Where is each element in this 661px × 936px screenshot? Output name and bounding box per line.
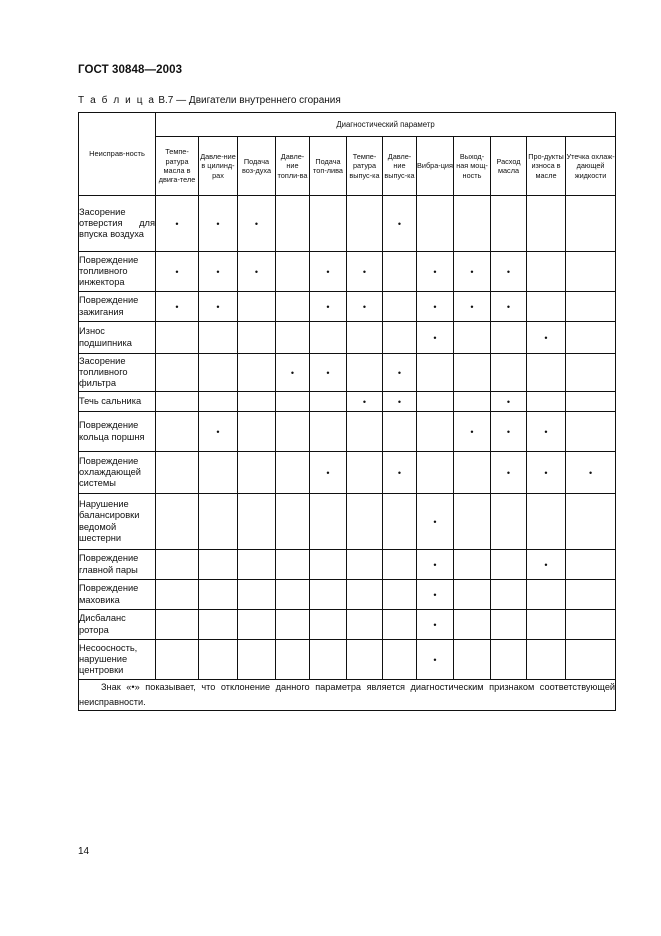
diagnostic-mark: • — [588, 467, 593, 478]
diagnostic-mark: • — [544, 426, 548, 437]
table-cell — [310, 354, 347, 392]
table-cell — [454, 322, 491, 354]
table-cell — [383, 322, 417, 354]
table-cell — [566, 354, 616, 392]
table-cell — [156, 580, 199, 610]
table-cell — [491, 322, 527, 354]
diagnostic-mark: • — [397, 367, 402, 378]
fault-name: Повреждение главной пары — [79, 550, 156, 580]
fault-name: Нарушение балансировки ведомой шестерни — [79, 494, 156, 550]
table-cell — [238, 550, 276, 580]
diagnostic-mark: • — [433, 619, 437, 630]
table-cell — [310, 392, 347, 412]
diagnostic-mark: • — [326, 467, 330, 478]
table-row — [79, 412, 616, 452]
table-cell — [310, 580, 347, 610]
table-cell — [527, 322, 566, 354]
table-cell — [566, 252, 616, 292]
diagnostic-mark: • — [326, 367, 330, 378]
table-cell — [454, 354, 491, 392]
table-cell — [417, 494, 454, 550]
table-cell — [383, 196, 417, 252]
table-cell — [566, 196, 616, 252]
table-cell — [156, 322, 199, 354]
parameter-header: Расход масла — [491, 137, 527, 196]
diagnostic-mark: • — [397, 218, 402, 229]
table-cell — [417, 252, 454, 292]
table-cell — [566, 550, 616, 580]
table-cell — [491, 494, 527, 550]
table-cell — [347, 550, 383, 580]
table-cell — [199, 412, 238, 452]
table-cell — [566, 412, 616, 452]
table-cell — [156, 494, 199, 550]
table-cell — [491, 196, 527, 252]
fault-name: Повреждение кольца поршня — [79, 412, 156, 452]
fault-name: Дисбаланс ротора — [79, 610, 156, 640]
table-cell — [454, 252, 491, 292]
table-cell — [276, 196, 310, 252]
table-cell — [238, 322, 276, 354]
diagnostic-mark: • — [175, 218, 179, 229]
table-cell — [417, 354, 454, 392]
table-cell — [491, 452, 527, 494]
table-cell — [454, 292, 491, 322]
table-cell — [491, 412, 527, 452]
parameter-header: Давле-ние топли-ва — [276, 137, 310, 196]
table-cell — [310, 494, 347, 550]
table-cell — [566, 322, 616, 354]
diagnostic-mark: • — [254, 218, 259, 229]
diagnostic-mark: • — [362, 301, 367, 312]
table-row — [79, 640, 616, 680]
page-number: 14 — [78, 846, 90, 857]
table-row — [79, 494, 616, 550]
table-note: Знак «•» показывает, что отклонение данного параметра является диагностическим признаком соответствующей неисправности. — [79, 680, 616, 711]
table-row — [79, 292, 616, 322]
table-cell — [566, 640, 616, 680]
fault-name: Повреждение зажигания — [79, 292, 156, 322]
diagnostic-mark: • — [433, 332, 437, 343]
diagnostic-mark: • — [433, 559, 437, 570]
table-cell — [199, 392, 238, 412]
diagnostic-mark: • — [506, 426, 511, 437]
diagnostic-mark: • — [216, 218, 220, 229]
parameter-header: Темпе-ратура масла в двига-теле — [156, 137, 199, 196]
table-cell — [276, 412, 310, 452]
table-cell — [276, 322, 310, 354]
diagnostic-mark: • — [506, 301, 511, 312]
table-cell — [310, 322, 347, 354]
table-cell — [199, 550, 238, 580]
diagnostic-mark: • — [216, 301, 220, 312]
fault-name: Повреждение топливного инжектора — [79, 252, 156, 292]
fault-name: Повреждение маховика — [79, 580, 156, 610]
table-cell — [310, 640, 347, 680]
table-row — [79, 196, 616, 252]
table-cell — [276, 452, 310, 494]
table-cell — [527, 580, 566, 610]
fault-name: Засорение топливного фильтра — [79, 354, 156, 392]
table-body — [79, 196, 616, 680]
fault-name: Течь сальника — [79, 392, 156, 412]
diagnostic-mark: • — [544, 332, 548, 343]
table-cell — [491, 550, 527, 580]
table-cell — [417, 412, 454, 452]
diagnostic-mark: • — [470, 426, 474, 437]
table-cell — [383, 252, 417, 292]
table-cell — [199, 580, 238, 610]
diagnostic-mark: • — [506, 396, 511, 407]
table-cell — [527, 494, 566, 550]
table-cell — [491, 640, 527, 680]
table-cell — [310, 412, 347, 452]
table-row — [79, 452, 616, 494]
table-label: Т а б л и ц а — [78, 95, 156, 106]
table-cell — [566, 292, 616, 322]
diagnostic-mark: • — [175, 301, 179, 312]
table-row — [79, 392, 616, 412]
table-caption-text: В.7 — Двигатели внутреннего сгорания — [158, 95, 341, 106]
table-cell — [199, 322, 238, 354]
parameter-group-header: Диагностический параметр — [156, 113, 616, 137]
table-cell — [199, 452, 238, 494]
table-cell — [383, 580, 417, 610]
table-cell — [347, 252, 383, 292]
table-cell — [238, 412, 276, 452]
table-cell — [347, 322, 383, 354]
table-cell — [383, 452, 417, 494]
table-cell — [527, 354, 566, 392]
diagnostic-mark: • — [433, 654, 437, 665]
diagnostic-mark: • — [326, 301, 330, 312]
table-row — [79, 322, 616, 354]
table-cell — [156, 550, 199, 580]
table-cell — [238, 494, 276, 550]
table-cell — [417, 392, 454, 412]
table-cell — [417, 550, 454, 580]
table-cell — [347, 354, 383, 392]
table-cell — [454, 610, 491, 640]
table-cell — [566, 452, 616, 494]
table-cell — [276, 610, 310, 640]
table-cell — [417, 640, 454, 680]
table-cell — [417, 292, 454, 322]
diagnostic-mark: • — [397, 467, 402, 478]
table-cell — [276, 252, 310, 292]
diagnostic-mark: • — [216, 426, 220, 437]
table-cell — [156, 392, 199, 412]
table-cell — [276, 580, 310, 610]
table-cell — [156, 292, 199, 322]
table-cell — [347, 196, 383, 252]
fault-name: Засорение отверстия для впуска воздуха — [79, 196, 156, 252]
table-cell — [238, 452, 276, 494]
parameter-header-row — [79, 137, 616, 196]
table-cell — [347, 640, 383, 680]
table-cell — [310, 292, 347, 322]
table-row — [79, 580, 616, 610]
diagnostic-mark: • — [326, 266, 330, 277]
parameter-header: Давле-ние в цилинд-рах — [199, 137, 238, 196]
diagnostic-mark: • — [433, 516, 437, 527]
diagnostic-mark: • — [216, 266, 220, 277]
table-cell — [347, 452, 383, 494]
table-cell — [276, 292, 310, 322]
table-cell — [156, 412, 199, 452]
table-cell — [199, 610, 238, 640]
diagnostic-mark: • — [470, 301, 474, 312]
table-cell — [199, 640, 238, 680]
table-cell — [417, 580, 454, 610]
table-cell — [238, 292, 276, 322]
table-cell — [383, 494, 417, 550]
table-cell — [199, 252, 238, 292]
table-cell — [156, 252, 199, 292]
table-cell — [417, 196, 454, 252]
diagnostic-mark: • — [254, 266, 259, 277]
table-cell — [276, 550, 310, 580]
diagnostic-mark: • — [397, 396, 402, 407]
table-cell — [566, 494, 616, 550]
diagnostic-table — [78, 112, 616, 711]
table-cell — [347, 494, 383, 550]
table-cell — [454, 580, 491, 610]
table-cell — [199, 196, 238, 252]
parameter-header: Давле-ние выпус-ка — [383, 137, 417, 196]
table-cell — [238, 354, 276, 392]
table-cell — [238, 640, 276, 680]
table-cell — [238, 580, 276, 610]
diagnostic-mark: • — [544, 559, 548, 570]
table-cell — [156, 354, 199, 392]
table-cell — [156, 452, 199, 494]
parameter-header: Утечка охлаж-дающей жидкости — [566, 137, 616, 196]
table-cell — [347, 610, 383, 640]
table-cell — [527, 640, 566, 680]
table-cell — [527, 412, 566, 452]
table-cell — [310, 452, 347, 494]
fault-name: Повреждение охлаждающей системы — [79, 452, 156, 494]
table-cell — [527, 292, 566, 322]
table-cell — [276, 354, 310, 392]
table-cell — [566, 610, 616, 640]
table-cell — [276, 494, 310, 550]
parameter-header: Вибра-ция — [417, 137, 454, 196]
table-cell — [238, 392, 276, 412]
table-cell — [276, 640, 310, 680]
table-row — [79, 610, 616, 640]
table-cell — [454, 550, 491, 580]
table-row — [79, 550, 616, 580]
table-cell — [156, 610, 199, 640]
table-cell — [347, 392, 383, 412]
diagnostic-mark: • — [470, 266, 474, 277]
table-cell — [454, 494, 491, 550]
table-cell — [156, 196, 199, 252]
diagnostic-mark: • — [290, 367, 295, 378]
table-cell — [383, 292, 417, 322]
table-cell — [454, 196, 491, 252]
table-cell — [156, 640, 199, 680]
table-cell — [276, 392, 310, 412]
diagnostic-mark: • — [175, 266, 179, 277]
table-cell — [491, 580, 527, 610]
table-cell — [527, 550, 566, 580]
table-cell — [527, 252, 566, 292]
parameter-header: Подача воз-духа — [238, 137, 276, 196]
table-cell — [199, 494, 238, 550]
diagnostic-mark: • — [433, 589, 437, 600]
table-cell — [383, 550, 417, 580]
diagnostic-mark: • — [506, 467, 511, 478]
table-cell — [310, 550, 347, 580]
diagnostic-mark: • — [433, 266, 437, 277]
table-cell — [527, 452, 566, 494]
diagnostic-mark: • — [544, 467, 548, 478]
table-cell — [454, 452, 491, 494]
diagnostic-mark: • — [362, 396, 367, 407]
table-cell — [491, 292, 527, 322]
table-caption — [78, 95, 341, 106]
table-cell — [347, 412, 383, 452]
table-cell — [491, 252, 527, 292]
table-cell — [383, 354, 417, 392]
table-cell — [347, 292, 383, 322]
table-cell — [417, 610, 454, 640]
table-cell — [238, 196, 276, 252]
parameter-header: Выход-ная мощ-ность — [454, 137, 491, 196]
table-row — [79, 354, 616, 392]
table-cell — [417, 322, 454, 354]
table-cell — [417, 452, 454, 494]
table-cell — [566, 580, 616, 610]
table-cell — [383, 392, 417, 412]
table-cell — [310, 252, 347, 292]
table-cell — [310, 196, 347, 252]
table-cell — [527, 196, 566, 252]
table-cell — [199, 292, 238, 322]
table-cell — [491, 392, 527, 412]
table-cell — [527, 610, 566, 640]
table-cell — [383, 412, 417, 452]
table-cell — [491, 354, 527, 392]
fault-column-header: Неисправ-ность — [79, 113, 156, 196]
fault-name: Несоосность, нарушение центровки — [79, 640, 156, 680]
table-cell — [238, 252, 276, 292]
fault-name: Износ подшипника — [79, 322, 156, 354]
parameter-header: Подача топ-лива — [310, 137, 347, 196]
diagnostic-mark: • — [433, 301, 437, 312]
table-cell — [454, 412, 491, 452]
table-cell — [383, 640, 417, 680]
table-cell — [454, 640, 491, 680]
table-cell — [310, 610, 347, 640]
table-cell — [454, 392, 491, 412]
diagnostic-mark: • — [506, 266, 511, 277]
table-row — [79, 252, 616, 292]
table-cell — [347, 580, 383, 610]
table-cell — [566, 392, 616, 412]
document-header: ГОСТ 30848—2003 — [78, 64, 183, 76]
table-cell — [199, 354, 238, 392]
parameter-header: Про-дукты износа в масле — [527, 137, 566, 196]
table-cell — [238, 610, 276, 640]
diagnostic-mark: • — [362, 266, 367, 277]
table-cell — [527, 392, 566, 412]
parameter-header: Темпе-ратура выпус-ка — [347, 137, 383, 196]
table-cell — [383, 610, 417, 640]
table-cell — [491, 610, 527, 640]
